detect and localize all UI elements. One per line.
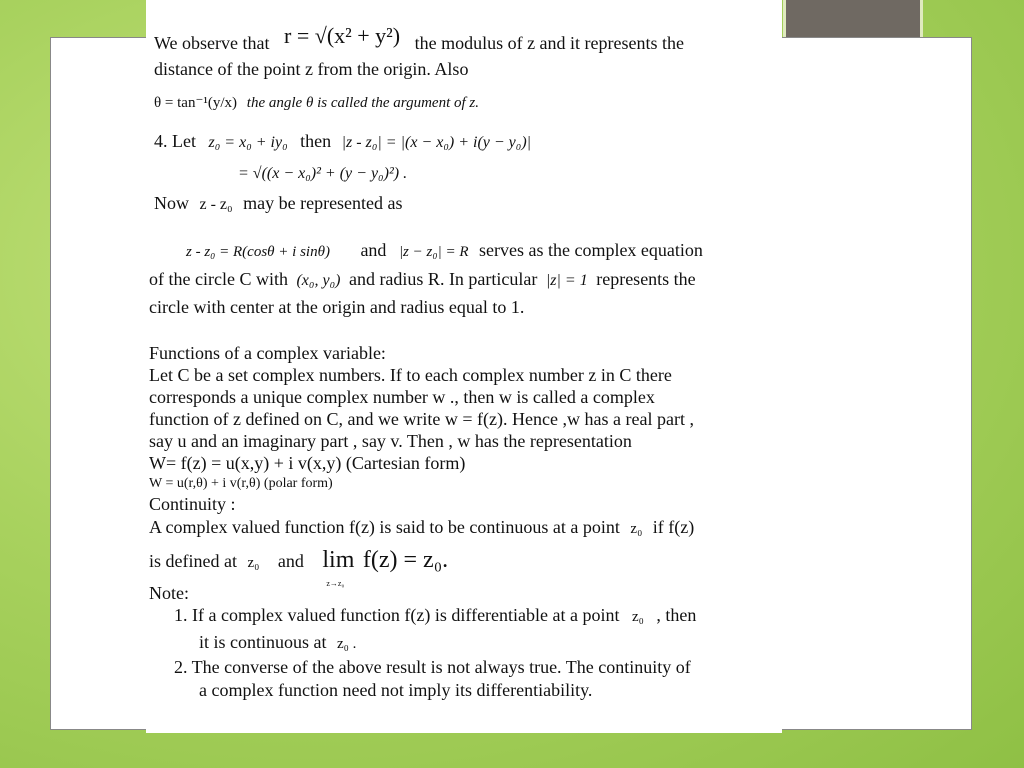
text: Now [154, 193, 189, 213]
limit-symbol: lim [322, 547, 355, 573]
continuity-line2 [149, 547, 449, 588]
formula-modulus: r = √(x² + y²) [284, 23, 401, 48]
now-line [154, 192, 403, 216]
polar-form: W = u(r,θ) + i v(r,θ) (polar form) [149, 476, 333, 491]
formula-z0: z₀ [247, 555, 260, 571]
formula-radius: |z − z₀| = R [398, 244, 469, 260]
section-heading-functions: Functions of a complex variable: [149, 343, 386, 363]
text: 1. If a complex valued function f(z) is differentiable at a point [174, 605, 620, 625]
functions-line2: corresponds a unique complex number w ., then w is called a complex [149, 387, 655, 407]
note-item2-line2: a complex function need not imply its differentiability. [199, 680, 593, 700]
text: and radius R. In particular [348, 269, 538, 289]
formula-unit: |z| = 1 [545, 272, 588, 289]
para-intro-line2: distance of the point z from the origin. Also [154, 59, 469, 79]
circle-line2 [149, 268, 696, 292]
limit-subscript: z→z₀ [326, 579, 345, 588]
note-heading: Note: [149, 583, 189, 603]
note-item1-line1 [174, 604, 696, 628]
para-intro-line1 [154, 23, 685, 54]
text: of the circle C with [149, 269, 288, 289]
text: A complex valued function f(z) is said to be continuous at a point [149, 517, 620, 537]
formula-distance: |z - z₀| = |(x − x₀) + i(y − y₀)| [341, 134, 532, 151]
formula-polar: z - z₀ = R(cosθ + i sinθ) [186, 244, 330, 260]
formula-z0: z₀ = x₀ + iy₀ [208, 134, 288, 151]
functions-line4: say u and an imaginary part , say v. Then , w has the representation [149, 431, 632, 451]
formula-distance-sqrt: = √((x − x₀)² + (y − y₀)²) . [238, 165, 408, 182]
limit-value: f(z) = z₀. [362, 547, 449, 573]
continuity-line1 [149, 516, 694, 540]
section-heading-continuity: Continuity : [149, 494, 236, 514]
text: We observe that [154, 33, 270, 53]
text: , then [656, 605, 697, 625]
formula-z0: z₀ . [337, 636, 357, 652]
argument-text: the angle θ is called the argument of z. [246, 95, 479, 111]
text: is defined at [149, 551, 237, 571]
formula-z-z0: z - z₀ [199, 196, 233, 213]
item4-line1 [154, 130, 531, 154]
formula-argument: θ = tan⁻¹(y/x) [154, 95, 238, 111]
note-item2-line1: 2. The converse of the above result is not always true. The continuity of [174, 657, 691, 677]
text: represents the [596, 269, 696, 289]
text: and [277, 551, 304, 571]
text: it is continuous at [199, 632, 327, 652]
document-page [146, 0, 782, 733]
text: the modulus of z and it represents the [414, 33, 685, 53]
circle-line3: circle with center at the origin and radius equal to 1. [149, 297, 525, 317]
argument-line [154, 92, 479, 114]
text: serves as the complex equation [478, 240, 703, 260]
text: if f(z) [652, 517, 695, 537]
formula-z0: z₀ [630, 521, 643, 537]
text: and [360, 240, 387, 260]
text: 4. Let [154, 131, 196, 151]
text: then [300, 131, 332, 151]
functions-line1: Let C be a set complex numbers. If to each complex number z in C there [149, 365, 672, 385]
cartesian-form: W= f(z) = u(x,y) + i v(x,y) (Cartesian form) [149, 453, 466, 473]
limit-expression [322, 547, 449, 588]
circle-equation-line [186, 239, 703, 263]
formula-center: (x₀, y₀) [296, 272, 341, 289]
text: may be represented as [243, 193, 403, 213]
note-item1-line2 [199, 631, 356, 655]
formula-z0: z₀ [632, 609, 644, 625]
functions-line3: function of z defined on C, and we write w = f(z). Hence ,w has a real part , [149, 409, 694, 429]
